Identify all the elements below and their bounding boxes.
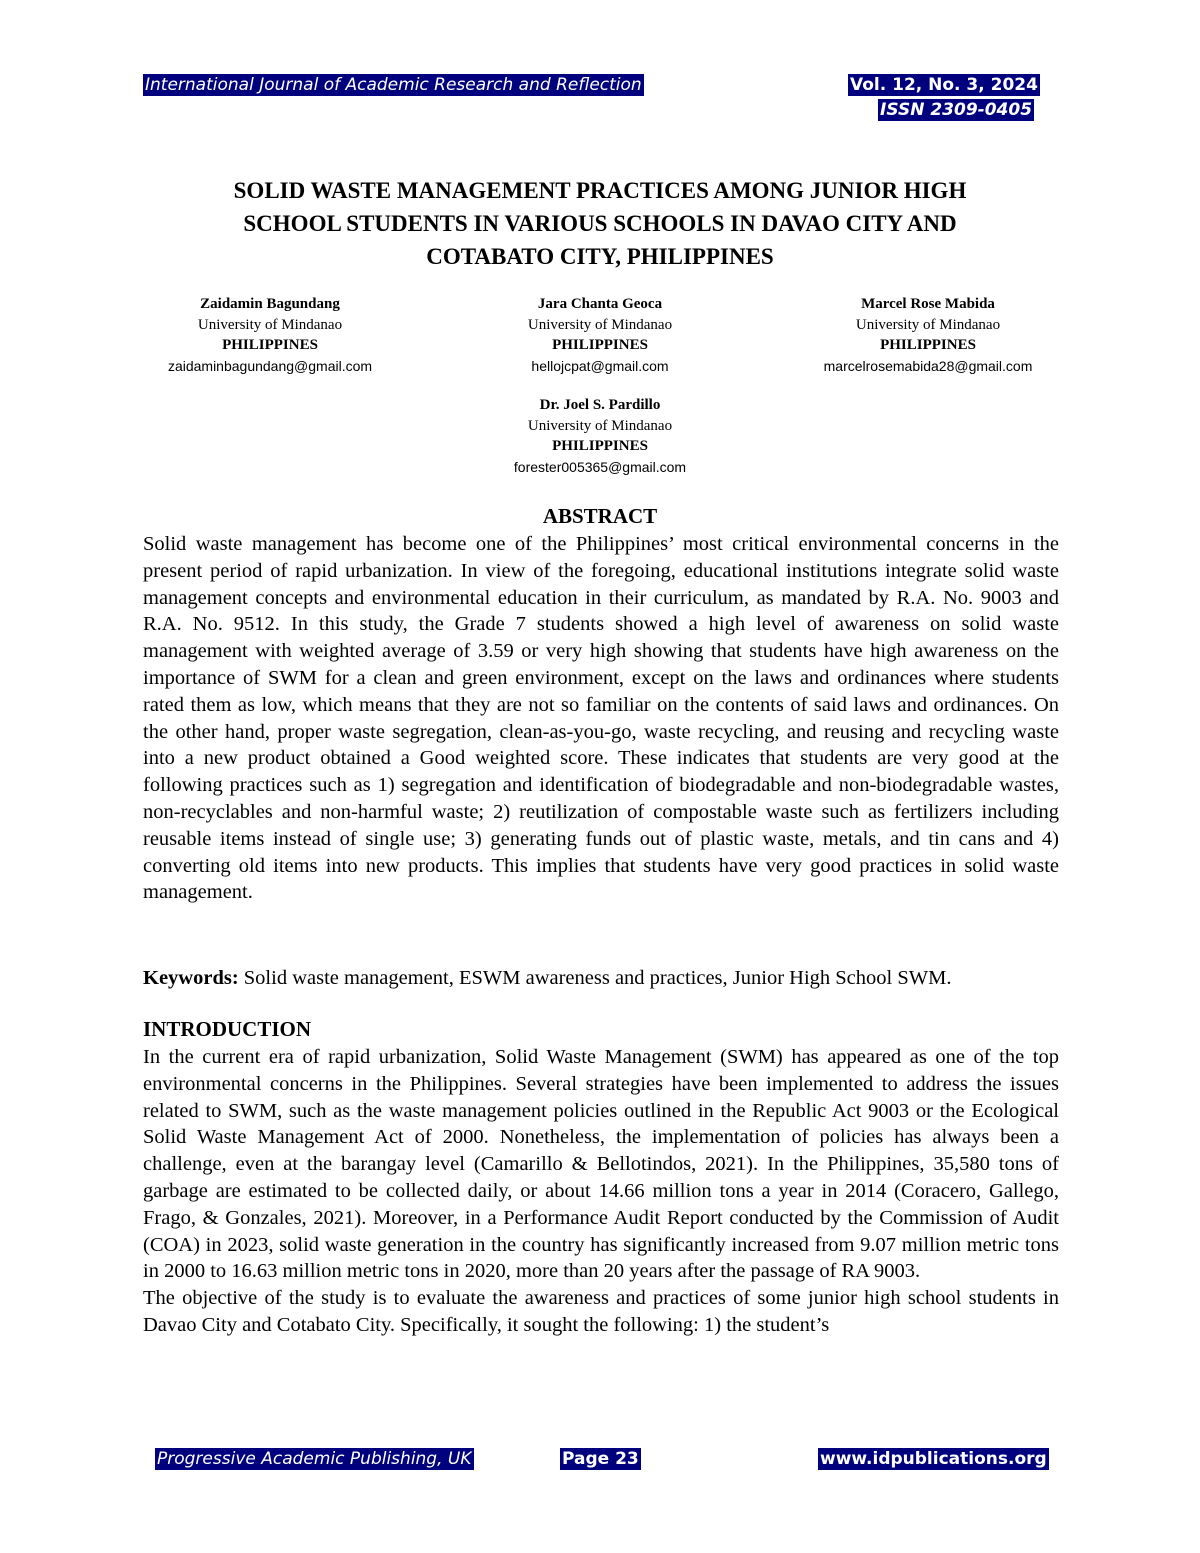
publisher-name: Progressive Academic Publishing, UK bbox=[157, 1449, 472, 1469]
title-line-2: SCHOOL STUDENTS IN VARIOUS SCHOOLS IN DAVAO CITY AND bbox=[243, 211, 957, 236]
keywords-label: Keywords: bbox=[143, 967, 239, 989]
author-affiliation: University of Mindanao bbox=[527, 316, 673, 333]
author-country: PHILIPPINES bbox=[222, 337, 318, 353]
author-name: Jara Chanta Geoca bbox=[537, 296, 663, 312]
author-country: PHILIPPINES bbox=[552, 337, 648, 353]
author-affiliation: University of Mindanao bbox=[855, 316, 1001, 333]
author-email: forester005365@gmail.com bbox=[513, 458, 687, 475]
keywords-text: Solid waste management, ESWM awareness and practices, Junior High School SWM. bbox=[238, 967, 952, 989]
author-name: Dr. Joel S. Pardillo bbox=[539, 397, 661, 413]
author-email: marcelrosemabida28@gmail.com bbox=[823, 357, 1033, 374]
author-block-4 bbox=[440, 395, 760, 477]
introduction-heading: INTRODUCTION bbox=[143, 1017, 312, 1041]
introduction-paragraph-1: In the current era of rapid urbanization, Solid Waste Management (SWM) has appeared as one of the top environmental concerns in the Philippines. Several strategies have been implemented to address the issues related to SWM, such as the waste management policies outlined in the Republic Act 9003 or the Ecological Solid Waste Management Act of 2000. Nonetheless, the implementation of policies has always been a challenge, even at the barangay level (Camarillo & Bellotindos, 2021). In the Philippines, 35,580 tons of garbage are estimated to be collected daily, or about 14.66 million tons a year in 2014 (Coracero, Gallego, Frago, & Gonzales, 2021). Moreover, in a Performance Audit Report conducted by the Commission of Audit (COA) in 2023, solid waste generation in the country has significantly increased from 9.07 million metric tons in 2000 to 16.63 million metric tons in 2020, more than 20 years after the passage of RA 9003. bbox=[143, 1046, 1059, 1283]
journal-name: International Journal of Academic Research and Reflection bbox=[145, 75, 642, 95]
title-line-3: COTABATO CITY, PHILIPPINES bbox=[426, 244, 774, 269]
author-affiliation: University of Mindanao bbox=[197, 316, 343, 333]
author-email: zaidaminbagundang@gmail.com bbox=[167, 357, 373, 374]
keywords bbox=[143, 965, 1059, 992]
author-country: PHILIPPINES bbox=[880, 337, 976, 353]
author-affiliation: University of Mindanao bbox=[527, 417, 673, 434]
author-country: PHILIPPINES bbox=[552, 438, 648, 454]
author-name: Marcel Rose Mabida bbox=[861, 296, 995, 312]
abstract-heading: ABSTRACT bbox=[542, 504, 658, 528]
title-line-1: SOLID WASTE MANAGEMENT PRACTICES AMONG JUNIOR HIGH bbox=[233, 178, 967, 203]
introduction-text bbox=[143, 1044, 1059, 1339]
author-block-3 bbox=[768, 294, 1088, 376]
author-block-1 bbox=[110, 294, 430, 376]
introduction-paragraph-2: The objective of the study is to evaluate the awareness and practices of some junior high school students in Davao City and Cotabato City. Specifically, it sought the following: 1) the student’s bbox=[143, 1287, 1059, 1336]
paper-title bbox=[130, 174, 1070, 273]
author-email: hellojcpat@gmail.com bbox=[531, 357, 669, 374]
author-name: Zaidamin Bagundang bbox=[200, 296, 340, 312]
publisher-website-link[interactable]: www.idpublications.org bbox=[820, 1449, 1047, 1469]
page-number: Page 23 bbox=[562, 1449, 639, 1469]
author-block-2 bbox=[440, 294, 760, 376]
volume-info: Vol. 12, No. 3, 2024 bbox=[850, 75, 1038, 95]
abstract-text: Solid waste management has become one of the Philippines’ most critical environmental concerns in the present period of rapid urbanization. In view of the foregoing, educational institutions integrate solid waste management concepts and environmental education in their curriculum, as mandated by R.A. No. 9003 and R.A. No. 9512. In this study, the Grade 7 students showed a high level of awareness on solid waste management with weighted average of 3.59 or very high showing that students have high awareness on the importance of SWM for a clean and green environment, except on the laws and ordinances where students rated them as low, which means that they are not so familiar on the contents of said laws and ordinances. On the other hand, proper waste segregation, clean-as-you-go, waste recycling, and reusing and recycling waste into a new product obtained a Good weighted score. These indicates that students are very good at the following practices such as 1) segregation and identification of biodegradable and non-biodegradable wastes, non-recyclables and non-harmful waste; 2) reutilization of compostable waste such as fertilizers including reusable items instead of single use; 3) generating funds out of plastic waste, metals, and tin cans and 4) converting old items into new products. This implies that students have very good practices in solid waste management. bbox=[143, 533, 1059, 904]
issn: ISSN 2309-0405 bbox=[880, 100, 1033, 120]
